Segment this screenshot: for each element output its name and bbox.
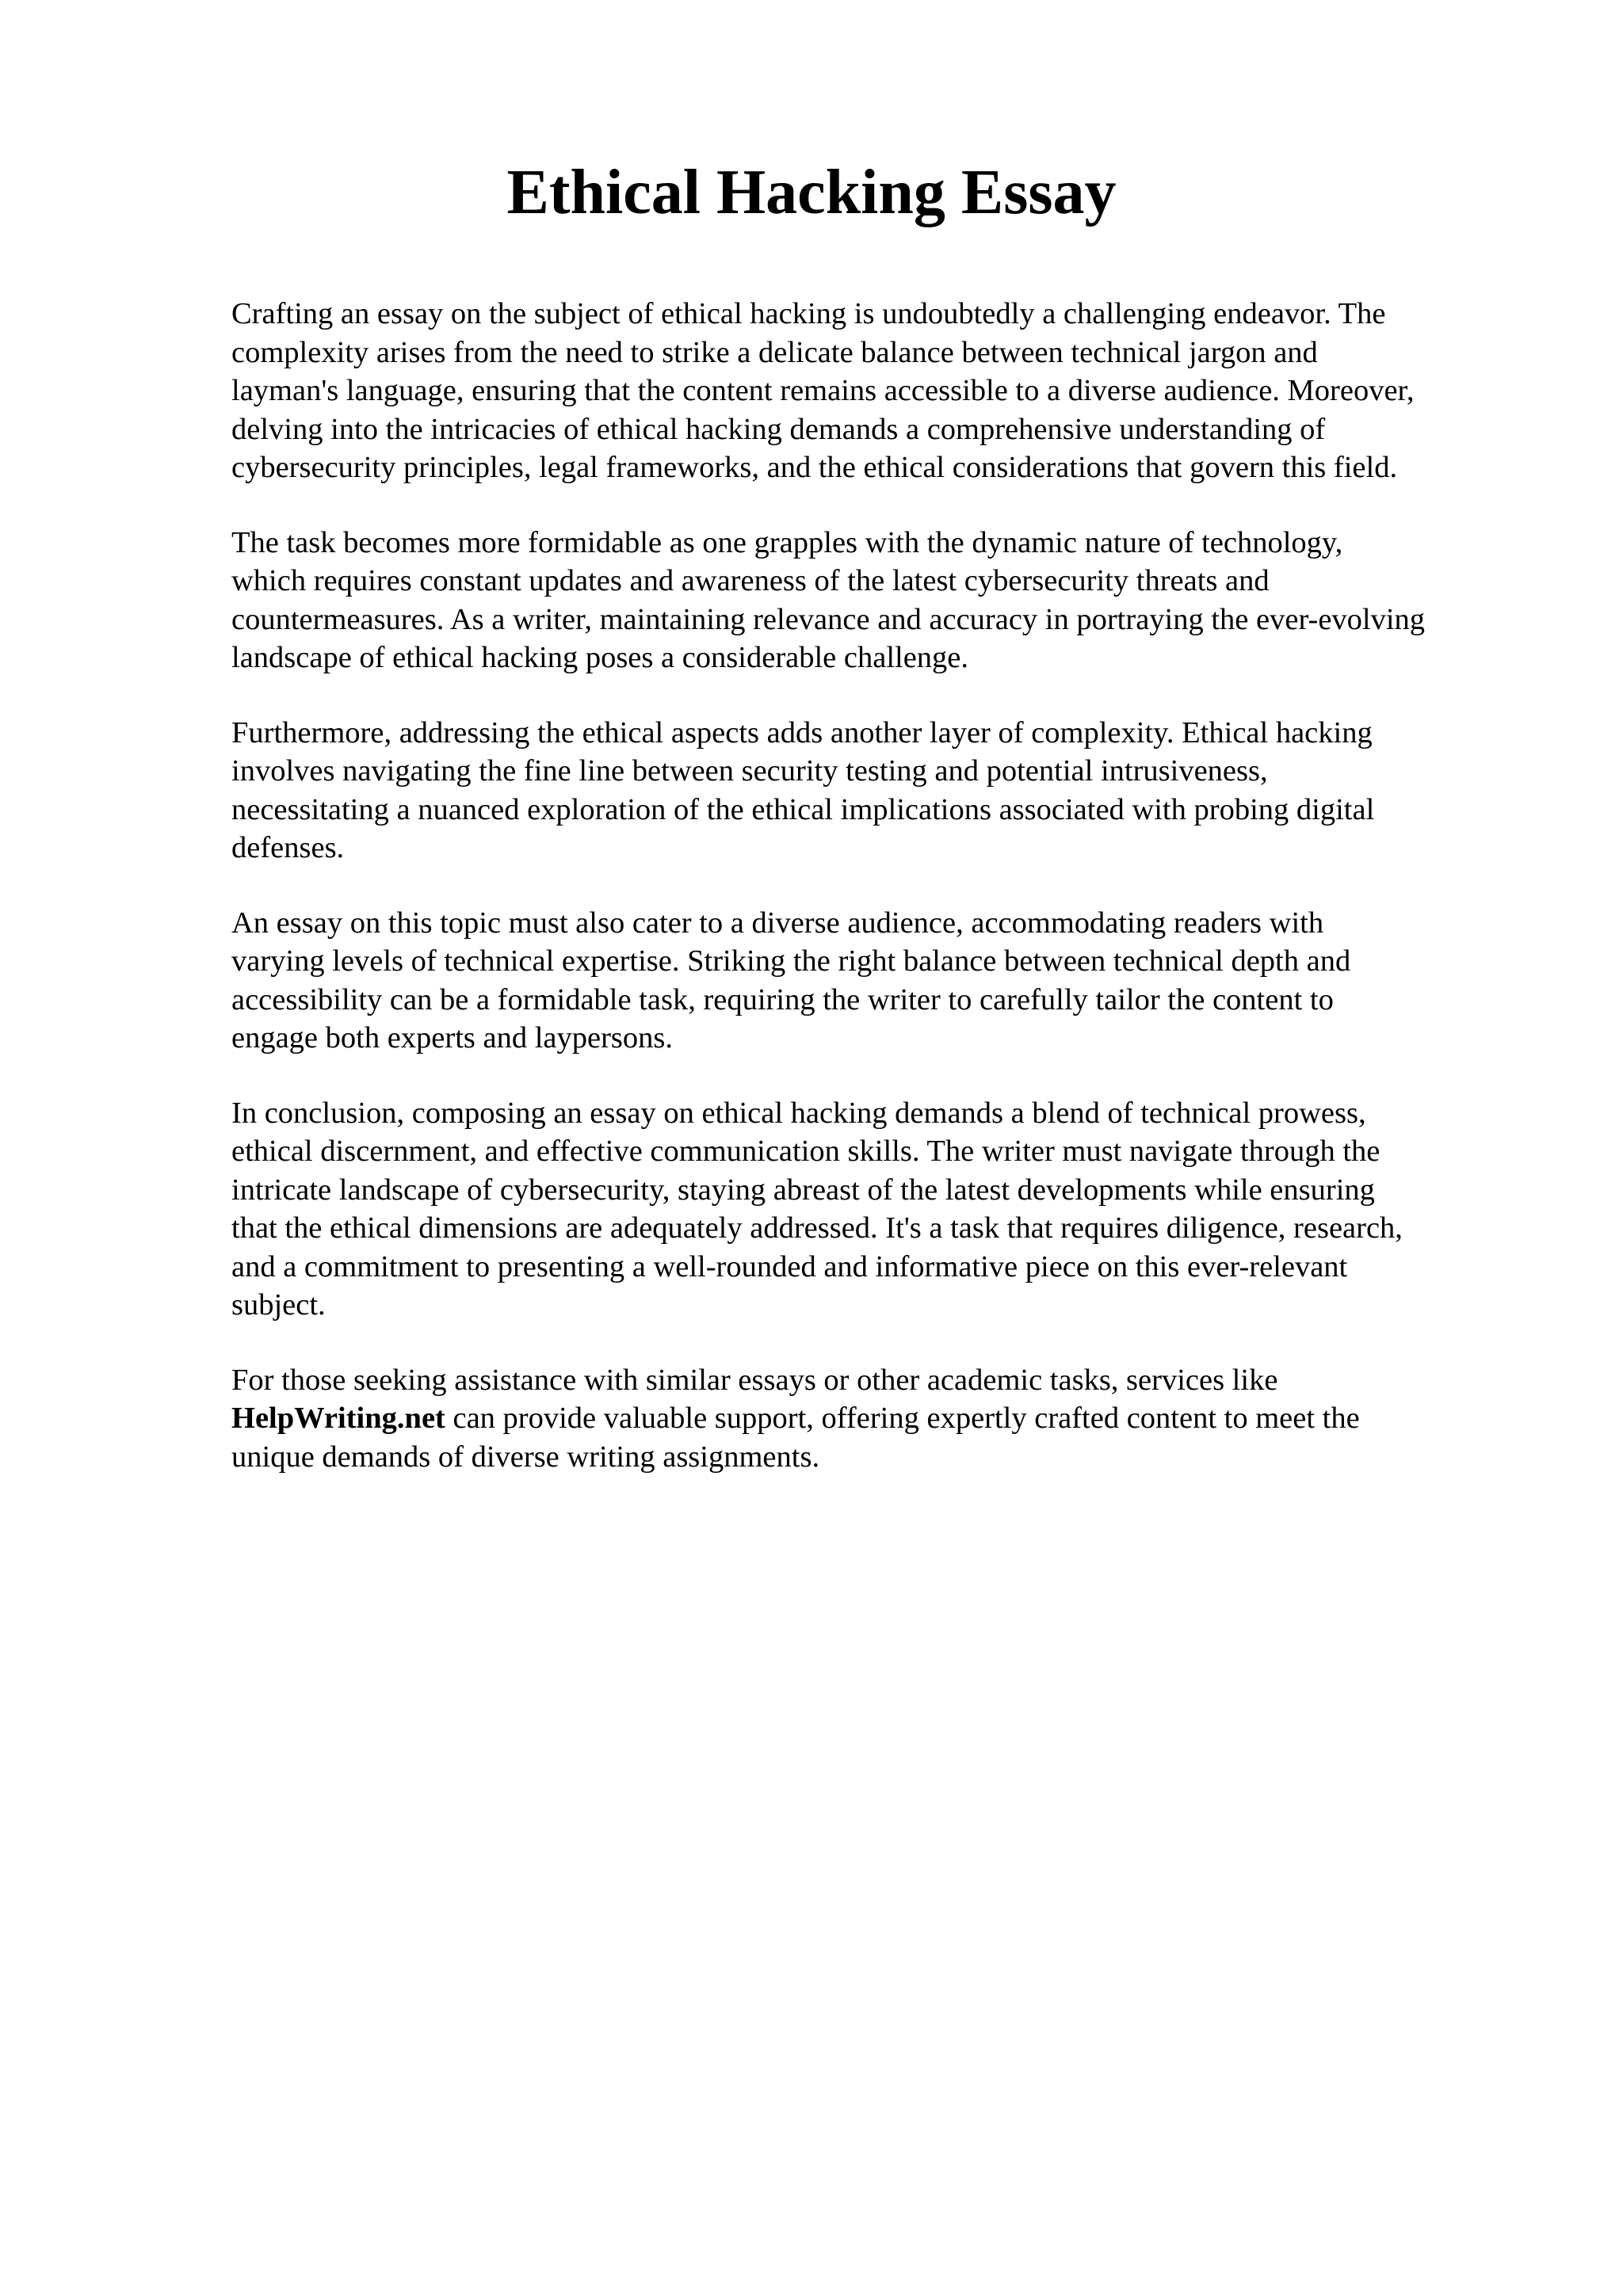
text-line: For those seeking assistance with similar essays or other academic tasks, services like	[231, 1363, 1278, 1397]
text-line: countermeasures. As a writer, maintaining relevance and accuracy in portraying the ever-evolving	[231, 602, 1426, 636]
text-line: unique demands of diverse writing assignments.	[231, 1440, 820, 1474]
essay-body	[231, 295, 1563, 1512]
text-line: subject.	[231, 1288, 326, 1322]
text-line: In conclusion, composing an essay on ethical hacking demands a blend of technical prowess,	[231, 1096, 1366, 1130]
paragraph-2	[231, 524, 1563, 677]
text-line: engage both experts and laypersons.	[231, 1021, 674, 1055]
text-line: complexity arises from the need to strike a delicate balance between technical jargon and	[231, 335, 1318, 369]
paragraph-1	[231, 295, 1563, 487]
text-line	[231, 1399, 1563, 1438]
text-line: involves navigating the fine line between security testing and potential intrusiveness,	[231, 754, 1268, 788]
text-line: accessibility can be a formidable task, requiring the writer to carefully tailor the content to	[231, 982, 1334, 1016]
text-line: layman's language, ensuring that the content remains accessible to a diverse audience. Moreover,	[231, 374, 1415, 407]
text-line: intricate landscape of cybersecurity, staying abreast of the latest developments while ensuring	[231, 1173, 1375, 1207]
text-line: Furthermore, addressing the ethical aspects adds another layer of complexity. Ethical hacking	[231, 715, 1373, 749]
paragraph-5	[231, 1094, 1563, 1325]
text-line: An essay on this topic must also cater to a diverse audience, accommodating readers with	[231, 906, 1324, 940]
text-line: delving into the intricacies of ethical hacking demands a comprehensive understanding of	[231, 412, 1326, 446]
text-line: varying levels of technical expertise. Striking the right balance between technical depth and	[231, 944, 1351, 978]
paragraph-3	[231, 714, 1563, 868]
text-line: The task becomes more formidable as one grapples with the dynamic nature of technology,	[231, 525, 1343, 559]
text-line: Crafting an essay on the subject of ethical hacking is undoubtedly a challenging endeavor. The	[231, 297, 1386, 330]
text-line: necessitating a nuanced exploration of the ethical implications associated with probing digital	[231, 792, 1375, 826]
text-line: defenses.	[231, 831, 345, 864]
text-line: cybersecurity principles, legal frameworks, and the ethical considerations that govern this field.	[231, 451, 1398, 484]
text-line: ethical discernment, and effective communication skills. The writer must navigate through the	[231, 1135, 1381, 1168]
closing-paragraph	[231, 1361, 1563, 1477]
helpwriting-link[interactable]: HelpWriting.net	[231, 1402, 445, 1435]
closing-line-rest: can provide valuable support, offering expertly crafted content to meet the	[445, 1402, 1360, 1435]
text-line: which requires constant updates and awareness of the latest cybersecurity threats and	[231, 564, 1270, 597]
text-line: and a commitment to presenting a well-rounded and informative piece on this ever-relevant	[231, 1249, 1348, 1283]
text-line: landscape of ethical hacking poses a considerable challenge.	[231, 641, 969, 674]
paragraph-4	[231, 904, 1563, 1058]
page-title: Ethical Hacking Essay	[506, 158, 1117, 227]
text-line: that the ethical dimensions are adequately addressed. It's a task that requires diligence, research,	[231, 1211, 1403, 1245]
